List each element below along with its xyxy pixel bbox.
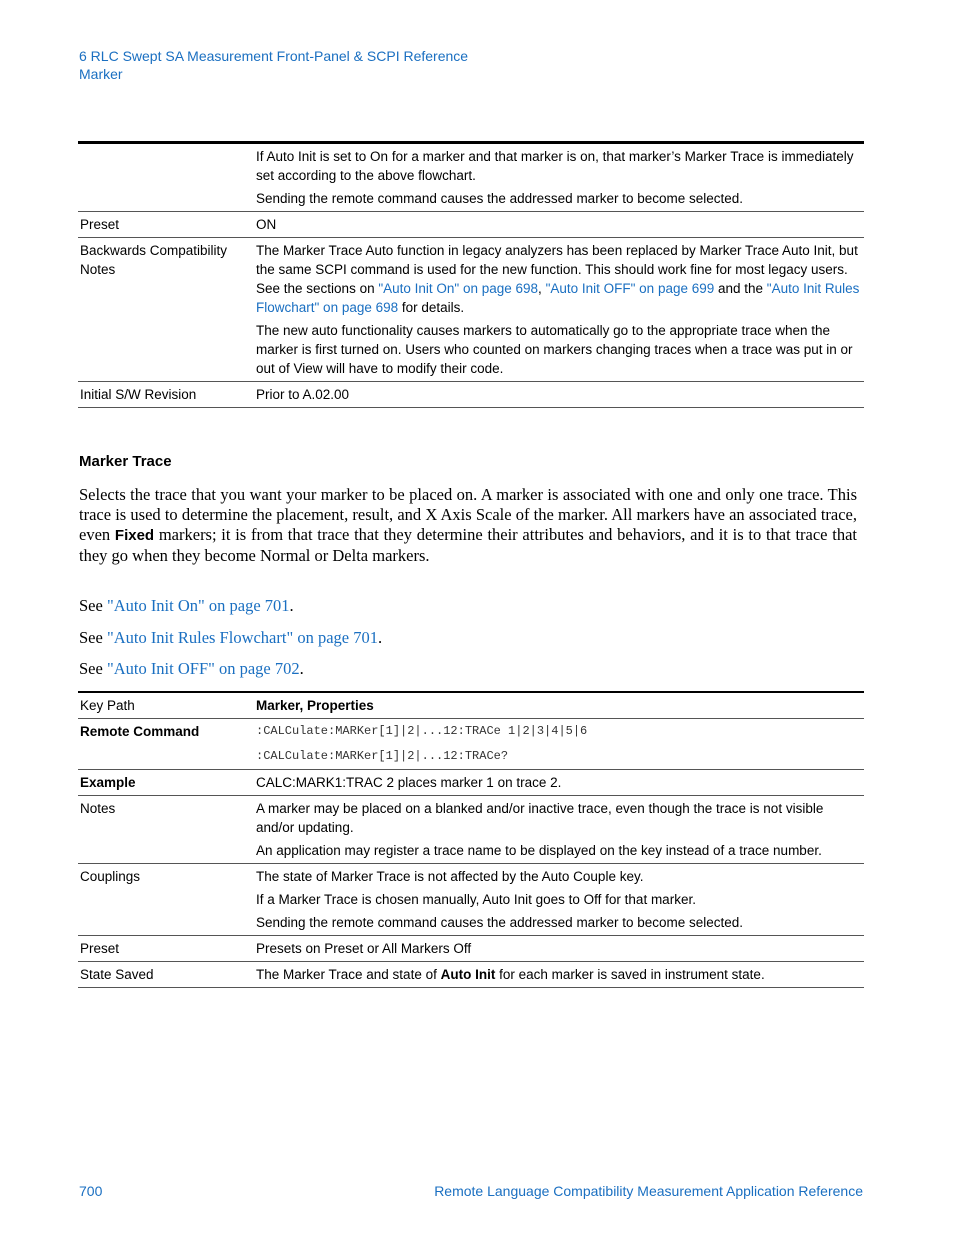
coupling-text: Sending the remote command causes the addressed marker to become selected. (256, 915, 744, 930)
see-line: See "Auto Init OFF" on page 702. (79, 659, 304, 678)
table-row (78, 864, 864, 936)
note-text: If Auto Init is set to On for a marker and that marker is on, that marker’s Marker Trace is immediately set according to the above flowchart. (256, 149, 854, 183)
table-row (78, 936, 864, 962)
row-key: Preset (80, 941, 120, 956)
row-key: Remote Command (80, 724, 200, 739)
row-key: Preset (80, 217, 120, 232)
row-value: Marker, Properties (256, 698, 374, 713)
link-see-auto-init-off[interactable]: "Auto Init OFF" on page 702 (106, 659, 300, 678)
row-value: Prior to A.02.00 (256, 387, 350, 402)
row-key: Initial S/W Revision (80, 387, 197, 402)
scpi-command: :CALCulate:MARKer[1]|2|...12:TRACe 1|2|3|4|5|6 (256, 724, 588, 738)
table-row (78, 238, 864, 382)
row-value: Presets on Preset or All Markers Off (256, 941, 472, 956)
footer-title: Remote Language Compatibility Measurement Application Reference (434, 1183, 863, 1199)
compat-text: The new auto functionality causes markers to automatically go to the appropriate trace when the marker is first turned on. Users who counted on markers changing traces when a trace was put in or out of View will have to modify their code. (256, 323, 853, 376)
link-auto-init-on[interactable]: "Auto Init On" on page 698 (378, 281, 539, 296)
section-paragraph: Selects the trace that you want your marker to be placed on. A marker is associated with one and only one trace. This trace is used to determine the placement, result, and X Axis Scale of the marker. All markers have an associated trace, even Fixed markers; it is from that trace that they determine their attributes and behaviors, and it is to that trace that they go when they become Normal or Delta markers. (79, 485, 857, 565)
link-see-auto-init-on[interactable]: "Auto Init On" on page 701 (106, 596, 290, 615)
link-auto-init-flowchart[interactable]: "Auto Init Rules Flowchart" on page 698 (256, 281, 860, 315)
table-row (78, 770, 864, 796)
row-value: The Marker Trace and state of Auto Init for each marker is saved in instrument state. (256, 967, 765, 982)
row-key: Example (80, 775, 136, 790)
see-line: See "Auto Init Rules Flowchart" on page 701. (79, 628, 383, 647)
section-title: Marker Trace (79, 453, 172, 470)
running-header (79, 47, 468, 83)
row-key: State Saved (80, 967, 154, 982)
table-row (78, 962, 864, 988)
link-see-flowchart[interactable]: "Auto Init Rules Flowchart" on page 701 (106, 628, 378, 647)
see-line: See "Auto Init On" on page 701. (79, 596, 294, 615)
table-row (78, 382, 864, 408)
coupling-text: The state of Marker Trace is not affected by the Auto Couple key. (256, 869, 644, 884)
row-value: CALC:MARK1:TRAC 2 places marker 1 on trace 2. (256, 775, 562, 790)
header-section: Marker (79, 66, 123, 82)
link-auto-init-off[interactable]: "Auto Init OFF" on page 699 (545, 281, 715, 296)
header-chapter: 6 RLC Swept SA Measurement Front-Panel & SCPI Reference (79, 48, 469, 64)
row-key: Backwards Compatibility Notes (80, 243, 228, 277)
table-row (78, 796, 864, 864)
coupling-text: If a Marker Trace is chosen manually, Auto Init goes to Off for that marker. (256, 892, 696, 907)
row-key: Notes (80, 801, 116, 816)
compat-text: The Marker Trace Auto function in legacy analyzers has been replaced by Marker Trace Auto Init, but the same SCPI command is used for the new function. This should work fine for most legacy users. See the sections on "Auto Init On" on page 698, "Auto Init OFF" on page 699 and the "Auto Init Rules Flowchart" on page 698 for details. (256, 243, 860, 315)
marker-trace-table (78, 691, 864, 988)
table-row (78, 212, 864, 238)
table-row (78, 719, 864, 770)
page-number: 700 (79, 1183, 103, 1199)
table-row (78, 143, 864, 212)
table-row (78, 692, 864, 719)
note-text: Sending the remote command causes the addressed marker to become selected. (256, 191, 744, 206)
row-key: Couplings (80, 869, 141, 884)
note-text: An application may register a trace name to be displayed on the key instead of a trace number. (256, 843, 822, 858)
note-text: A marker may be placed on a blanked and/or inactive trace, even though the trace is not visible and/or updating. (256, 801, 824, 835)
row-value: ON (256, 217, 277, 232)
auto-init-table (78, 141, 864, 408)
row-key: Key Path (80, 698, 135, 713)
scpi-query: :CALCulate:MARKer[1]|2|...12:TRACe? (256, 749, 509, 763)
